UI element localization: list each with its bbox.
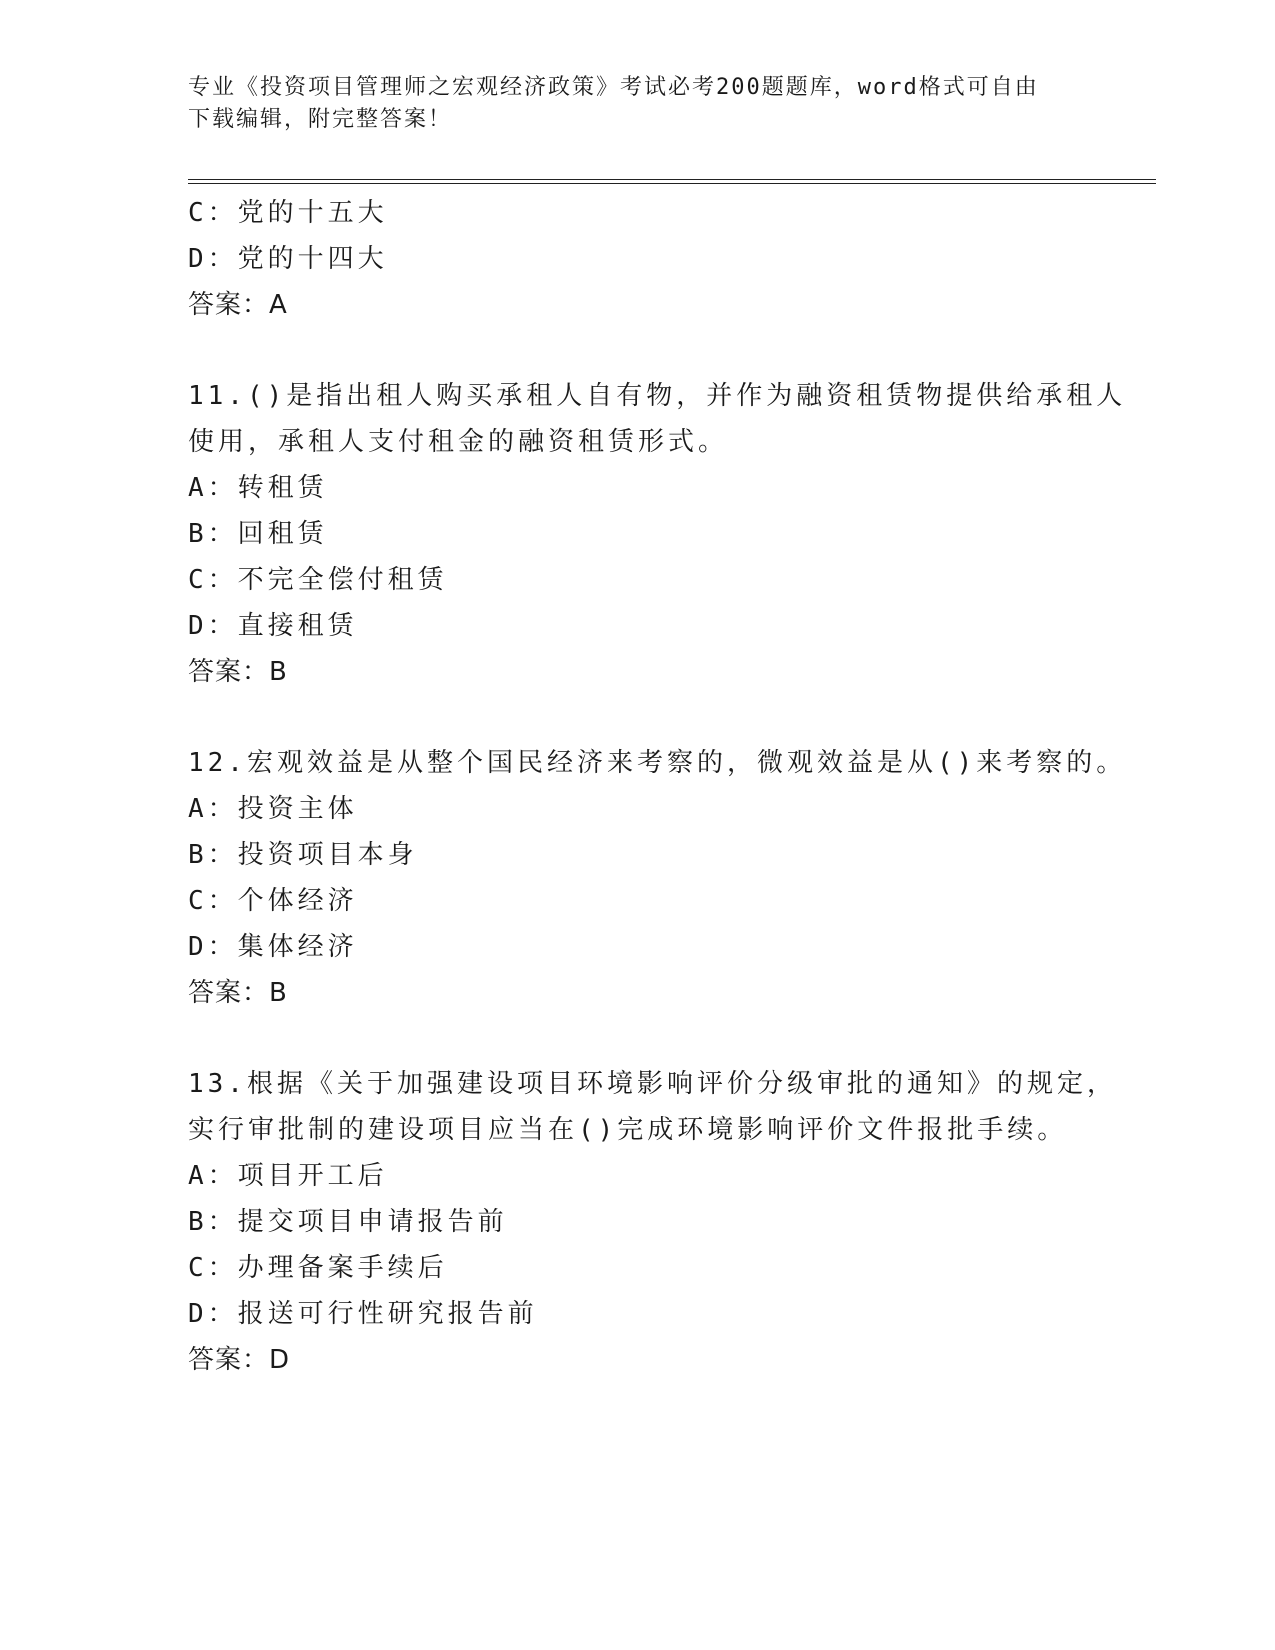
option-b: B：投资项目本身 <box>188 840 418 870</box>
option-d: D：集体经济 <box>188 932 358 962</box>
option-c: C：个体经济 <box>188 886 358 916</box>
option-b: B：回租赁 <box>188 519 328 549</box>
continued-question <box>188 190 1156 328</box>
spacer <box>188 1016 1156 1061</box>
option-a: A：投资主体 <box>188 794 358 824</box>
option-a: A：转租赁 <box>188 473 328 503</box>
option-b: B：提交项目申请报告前 <box>188 1207 508 1237</box>
question-text: 13.根据《关于加强建设项目环境影响评价分级审批的通知》的规定， <box>188 1069 1117 1099</box>
question-text: 12.宏观效益是从整个国民经济来考察的，微观效益是从()来考察的。 <box>188 748 1127 778</box>
answer-line: 答案：B <box>188 978 288 1008</box>
answer-line: 答案：B <box>188 657 288 687</box>
document-header <box>188 72 1068 136</box>
header-line-2: 下载编辑，附完整答案！ <box>188 107 453 132</box>
question-text: 11.()是指出租人购买承租人自有物，并作为融资租赁物提供给承租人 <box>188 381 1127 411</box>
header-divider <box>188 179 1156 184</box>
option-c: C：党的十五大 <box>188 198 388 228</box>
answer-line: 答案：D <box>188 1345 291 1375</box>
option-c: C：不完全偿付租赁 <box>188 565 448 595</box>
question-text: 实行审批制的建设项目应当在()完成环境影响评价文件报批手续。 <box>188 1115 1068 1145</box>
option-d: D：直接租赁 <box>188 611 358 641</box>
option-d: D：党的十四大 <box>188 244 388 274</box>
answer-line: 答案：A <box>188 290 288 320</box>
option-a: A：项目开工后 <box>188 1161 388 1191</box>
question-12 <box>188 740 1156 1016</box>
option-c: C：办理备案手续后 <box>188 1253 448 1283</box>
question-11 <box>188 373 1156 695</box>
question-text: 使用，承租人支付租金的融资租赁形式。 <box>188 427 729 457</box>
question-list <box>188 190 1156 1383</box>
spacer <box>188 328 1156 373</box>
option-d: D：报送可行性研究报告前 <box>188 1299 538 1329</box>
question-13 <box>188 1061 1156 1383</box>
header-line-1: 专业《投资项目管理师之宏观经济政策》考试必考200题题库，word格式可自由 <box>188 75 1039 100</box>
spacer <box>188 695 1156 740</box>
